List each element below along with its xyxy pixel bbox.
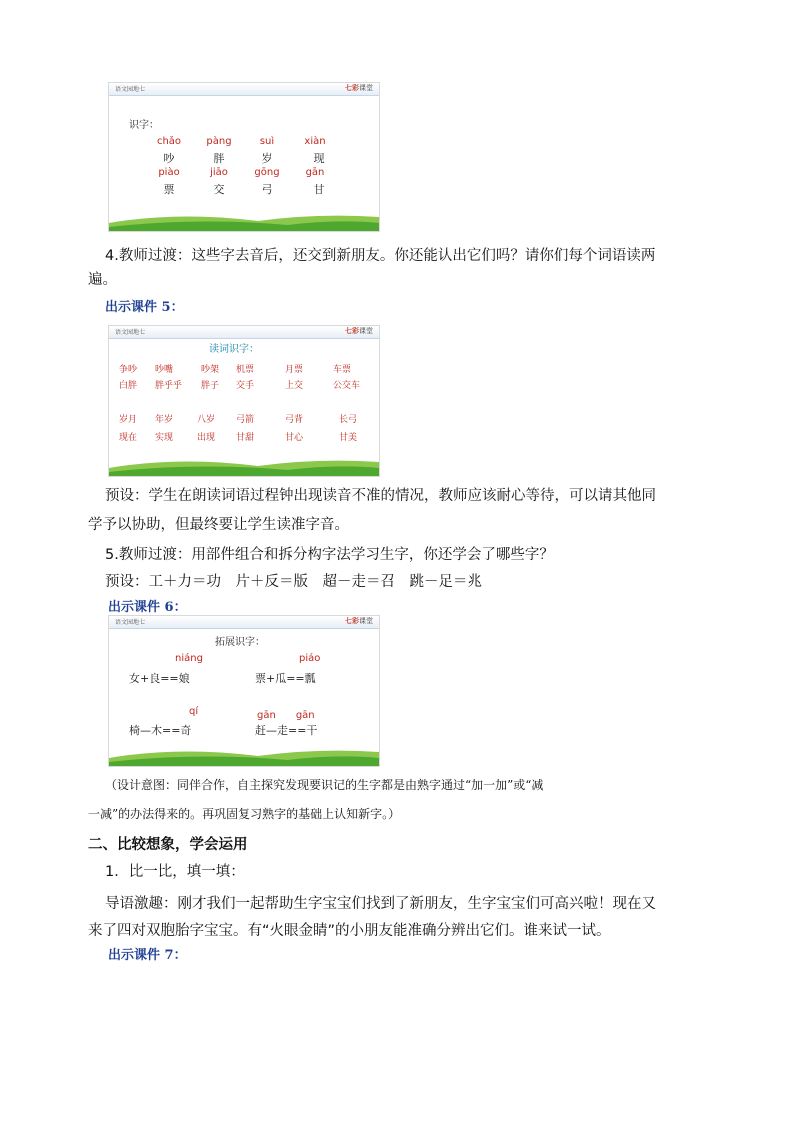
- pinyin: xiàn: [304, 136, 326, 147]
- slide-header-text: 语文园地七: [115, 619, 146, 626]
- design-intent-note: （设计意图：同伴合作，自主探究发现要识记的生字都是由熟字通过“加一加”或“减: [105, 778, 544, 792]
- slide-image-3: [108, 615, 380, 767]
- slide-title: 识字：: [129, 120, 159, 131]
- word: 甘甜: [236, 433, 255, 443]
- courseware-label-6: 出示课件 6：: [108, 600, 187, 615]
- slide-header-text: 语文园地七: [115, 86, 146, 93]
- slide-title: 拓展识字：: [215, 637, 265, 648]
- grass-decoration: [109, 209, 379, 231]
- character: 岁: [261, 152, 273, 165]
- pinyin: pàng: [206, 136, 232, 147]
- word: 吵架: [201, 365, 220, 375]
- pinyin: qí: [189, 706, 199, 717]
- word: 吵嘴: [155, 365, 174, 375]
- word: 出现: [197, 433, 216, 443]
- slide-header-bar: [109, 326, 379, 339]
- slide-header-bar: [109, 616, 379, 629]
- slide-title: 读词识字：: [209, 344, 259, 355]
- word: 上交: [285, 381, 304, 391]
- pinyin: gōng: [254, 167, 280, 178]
- word: 胖子: [201, 381, 220, 391]
- word: 车票: [333, 365, 352, 375]
- paragraph-compare-1: 1．比一比，填一填：: [105, 864, 245, 880]
- brand-logo: 七彩课堂: [345, 84, 373, 92]
- character: 胖: [213, 152, 225, 165]
- word: 争吵: [119, 365, 138, 375]
- paragraph-transition-4-cont: 遍。: [88, 272, 117, 288]
- character: 吵: [163, 152, 175, 165]
- paragraph-transition-4: 4.教师过渡：这些字去音后，还交到新朋友。你还能认出它们吗？请你们每个词语读两: [105, 248, 656, 264]
- slide-header-text: 语文园地七: [115, 329, 146, 336]
- word: 公交车: [333, 381, 361, 391]
- formula: 女+良==娘: [129, 672, 190, 685]
- slide-image-2: [108, 325, 380, 477]
- word: 甘心: [285, 433, 304, 443]
- word: 长弓: [339, 415, 358, 425]
- brand-logo: 七彩课堂: [345, 617, 373, 625]
- character: 交: [213, 183, 225, 196]
- paragraph-preset-1: 预设：学生在朗读词语过程钟出现读音不准的情况，教师应该耐心等待，可以请其他同: [105, 488, 656, 504]
- section-heading-2: 二、比较想象，学会运用: [88, 837, 248, 853]
- pinyin: piáo: [299, 653, 321, 664]
- pinyin: niáng: [175, 653, 203, 664]
- word: 交手: [236, 381, 255, 391]
- formula: 票+瓜==瓢: [255, 672, 316, 685]
- grass-decoration: [109, 454, 379, 476]
- word: 月票: [285, 365, 304, 375]
- word: 弓背: [285, 415, 304, 425]
- word: 现在: [119, 433, 138, 443]
- pinyin: chǎo: [156, 136, 182, 147]
- word: 岁月: [119, 415, 138, 425]
- pinyin: piào: [158, 167, 180, 178]
- slide-image-1: [108, 82, 380, 232]
- paragraph-intro-cont: 来了四对双胞胎字宝宝。有“火眼金睛”的小朋友能准确分辨出它们。谁来试一试。: [88, 923, 611, 939]
- word: 实现: [155, 433, 174, 443]
- word: 胖乎乎: [155, 381, 183, 391]
- character: 票: [163, 183, 175, 196]
- design-intent-note-cont: 一减”的办法得来的。再巩固复习熟字的基础上认知新字。）: [88, 807, 401, 821]
- character: 弓: [261, 183, 273, 196]
- formula: 椅—木==奇: [129, 724, 192, 737]
- paragraph-transition-5: 5.教师过渡：用部件组合和拆分构字法学习生字，你还学会了哪些字？: [105, 547, 554, 563]
- courseware-label-7: 出示课件 7：: [108, 948, 187, 963]
- courseware-label-5: 出示课件 5：: [105, 300, 184, 315]
- pinyin: suì: [259, 136, 275, 147]
- pinyin: jiāo: [210, 167, 228, 178]
- word: 白胖: [119, 381, 138, 391]
- word: 甘美: [339, 433, 358, 443]
- paragraph-intro: 导语激趣：刚才我们一起帮助生字宝宝们找到了新朋友，生字宝宝们可高兴啦！现在又: [105, 896, 656, 912]
- character: 现: [313, 152, 325, 165]
- slide-header-bar: [109, 83, 379, 96]
- word: 弓箭: [236, 415, 255, 425]
- word: 八岁: [197, 415, 216, 425]
- word: 年岁: [155, 415, 174, 425]
- pinyin: gān: [305, 167, 325, 178]
- character: 甘: [313, 183, 325, 196]
- formula: 赶—走==干: [255, 724, 318, 737]
- pinyin: gān gān: [257, 710, 315, 721]
- brand-logo: 七彩课堂: [345, 327, 373, 335]
- paragraph-preset-2: 预设：工＋力＝功 片＋反＝版 超－走＝召 跳－足＝兆: [105, 574, 482, 590]
- word: 机票: [236, 365, 255, 375]
- paragraph-preset-1-cont: 学予以协助，但最终要让学生读准字音。: [88, 517, 349, 533]
- grass-decoration: [109, 744, 379, 766]
